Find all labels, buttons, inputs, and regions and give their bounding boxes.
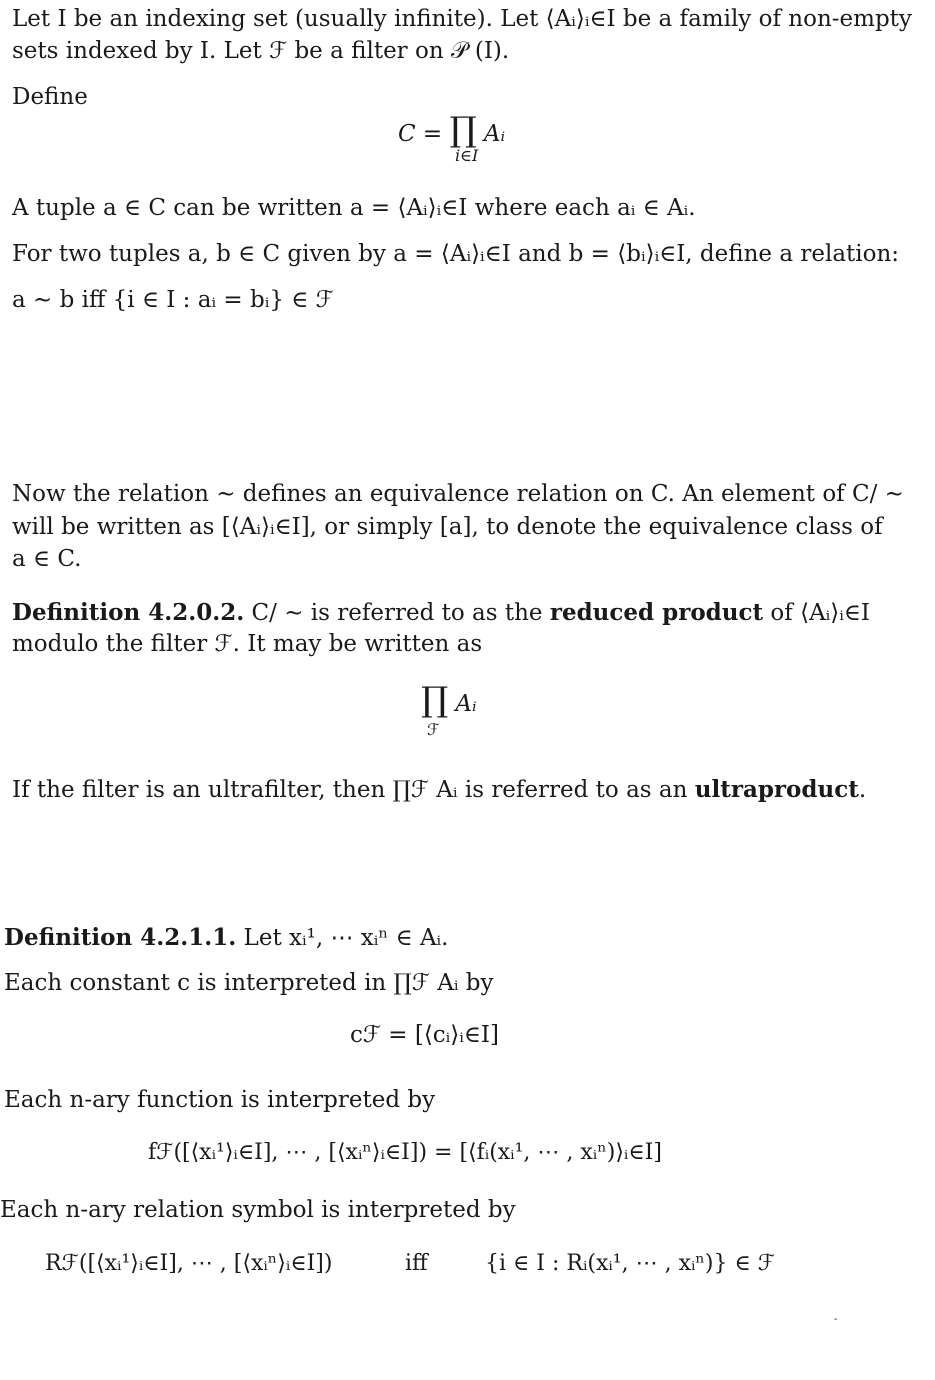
product-symbol-c: ∏ bbox=[449, 110, 477, 150]
define-label: Define bbox=[12, 84, 88, 110]
relation-equation-rhs: {i ∈ I : Rᵢ(xᵢ¹, ⋯ , xᵢⁿ)} ∈ ℱ bbox=[485, 1251, 776, 1276]
definition-4202 bbox=[12, 599, 870, 628]
tuple-line: A tuple a ∈ C can be written a = ⟨Aᵢ⟩ᵢ∈I where each aᵢ ∈ Aᵢ. bbox=[12, 195, 696, 221]
equation-c-product bbox=[398, 110, 505, 151]
relation-symbol-line: Each n-ary relation symbol is interpreted by bbox=[0, 1197, 516, 1223]
definition-4202-text-1: C/ ∼ is referred to as the bbox=[244, 600, 550, 626]
stray-mark: ‐ bbox=[834, 1314, 838, 1325]
definition-4202-label: Definition 4.2.0.2. bbox=[12, 599, 245, 626]
definition-4202-line-2: modulo the filter ℱ. It may be written as bbox=[12, 631, 483, 657]
relation-line: For two tuples a, b ∈ C given by a = ⟨Aᵢ⟩ᵢ∈I and b = ⟨bᵢ⟩ᵢ∈I, define a relation: bbox=[12, 241, 900, 267]
definition-4211-text: Let xᵢ¹, ⋯ xᵢⁿ ∈ Aᵢ. bbox=[236, 925, 449, 951]
ultraproduct-end: . bbox=[858, 777, 867, 803]
intro-line-1: Let I be an indexing set (usually infinite). Let ⟨Aᵢ⟩ᵢ∈I be a family of non-empty bbox=[12, 6, 912, 32]
function-equation: fℱ([⟨xᵢ¹⟩ᵢ∈I], ⋯ , [⟨xᵢⁿ⟩ᵢ∈I]) = [⟨fᵢ(xᵢ¹, ⋯ , xᵢⁿ)⟩ᵢ∈I] bbox=[148, 1140, 662, 1165]
function-line: Each n-ary function is interpreted by bbox=[4, 1087, 436, 1113]
relation-equation-iff: iff bbox=[405, 1251, 428, 1276]
constant-line: Each constant c is interpreted in ∏ℱ Aᵢ by bbox=[4, 970, 494, 996]
ultraproduct-text: If the filter is an ultrafilter, then ∏ℱ Aᵢ is referred to as an bbox=[12, 777, 695, 803]
equation-reduced-product bbox=[421, 680, 477, 721]
relation-equation-lhs: Rℱ([⟨xᵢ¹⟩ᵢ∈I], ⋯ , [⟨xᵢⁿ⟩ᵢ∈I]) bbox=[45, 1251, 333, 1276]
eq-f-subscript: ℱ bbox=[427, 720, 440, 739]
equiv-line-2: will be written as [⟨Aᵢ⟩ᵢ∈I], or simply [a], to denote the equivalence class of bbox=[12, 514, 883, 540]
ultraproduct-term: ultraproduct bbox=[694, 776, 859, 803]
equiv-line-1: Now the relation ∼ defines an equivalence relation on C. An element of C/ ∼ bbox=[12, 481, 904, 507]
ultraproduct-line bbox=[12, 776, 866, 805]
definition-4202-text-2: of ⟨Aᵢ⟩ᵢ∈I bbox=[763, 600, 871, 626]
eq-c-subscript: i∈I bbox=[455, 146, 479, 165]
reduced-product-term: reduced product bbox=[549, 599, 764, 626]
definition-4211-label: Definition 4.2.1.1. bbox=[4, 924, 237, 951]
eq-f-term: Aᵢ bbox=[455, 691, 477, 717]
product-symbol-f: ∏ bbox=[421, 680, 449, 720]
eq-c-lhs: C = bbox=[398, 121, 450, 147]
definition-4211 bbox=[4, 924, 449, 953]
equiv-line-3: a ∈ C. bbox=[12, 546, 82, 572]
intro-line-2: sets indexed by I. Let ℱ be a filter on 𝒫 (I). bbox=[12, 38, 510, 64]
relation-definition: a ∼ b iff {i ∈ I : aᵢ = bᵢ} ∈ ℱ bbox=[12, 287, 334, 313]
eq-c-term: Aᵢ bbox=[483, 121, 506, 147]
constant-equation: cℱ = [⟨cᵢ⟩ᵢ∈I] bbox=[350, 1022, 499, 1048]
